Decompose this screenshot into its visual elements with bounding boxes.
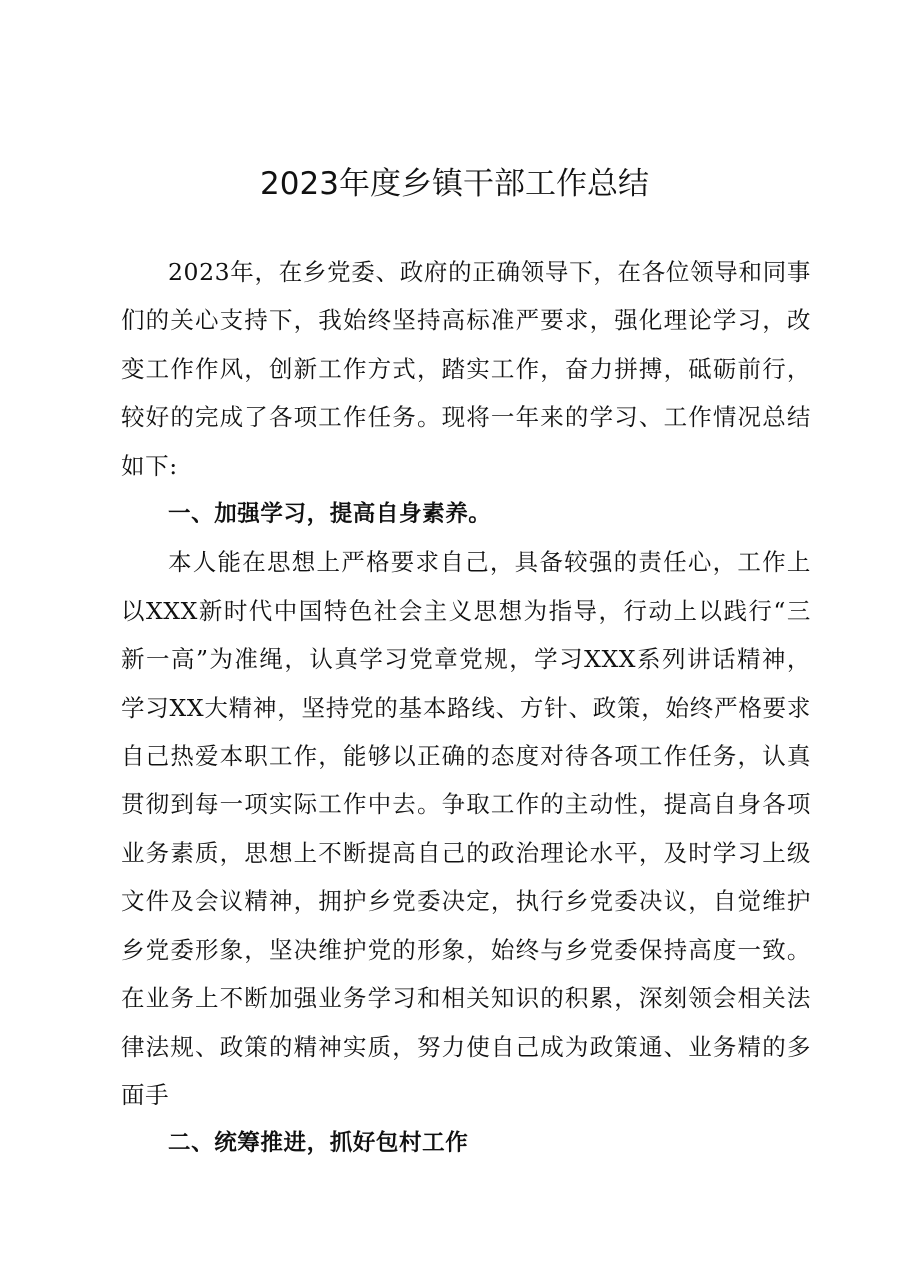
document-title: 2023年度乡镇干部工作总结	[260, 166, 649, 202]
section-2-heading: 二、统筹推进，抓好包村工作	[168, 1130, 469, 1157]
section-1-heading: 一、加强学习，提高自身素养。	[168, 501, 492, 528]
document-body	[121, 248, 811, 1168]
section-1-paragraph: 本人能在思想上严格要求自己，具备较强的责任心，工作上以XXX新时代中国特色社会主义思想为指导，行动上以践行“三新一高”为准绳，认真学习党章党规，学习XXX系列讲话精神，学习XX大精神，坚持党的基本路线、方针、政策，始终严格要求自己热爱本职工作，能够以正确的态度对待各项工作任务，认真贯彻到每一项实际工作中去。争取工作的主动性，提高自身各项业务素质，思想上不断提高自己的政治理论水平，及时学习上级文件及会议精神，拥护乡党委决定，执行乡党委决议，自觉维护乡党委形象，坚决维护党的形象，始终与乡党委保持高度一致。在业务上不断加强业务学习和相关知识的积累，深刻领会相关法律法规、政策的精神实质，努力使自己成为政策通、业务精的多面手	[121, 548, 811, 1109]
intro-paragraph: 2023年，在乡党委、政府的正确领导下，在各位领导和同事们的关心支持下，我始终坚持高标准严要求，强化理论学习，改变工作作风，创新工作方式，踏实工作，奋力拼搏，砥砺前行，较好的完成了各项工作任务。现将一年来的学习、工作情况总结如下:	[121, 258, 811, 480]
